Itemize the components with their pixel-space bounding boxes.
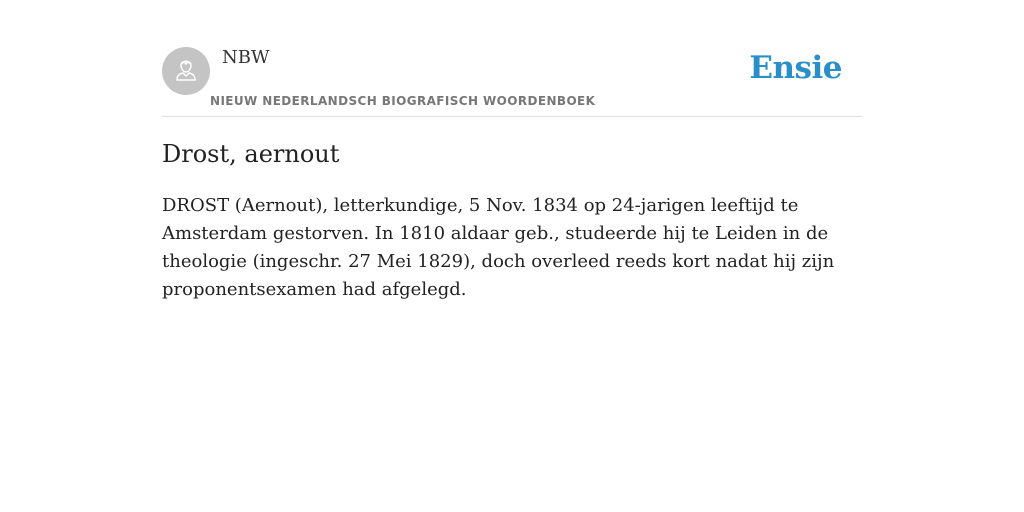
source-subtitle: NIEUW NEDERLANDSCH BIOGRAFISCH WOORDENBOEK	[210, 94, 596, 108]
avatar[interactable]	[162, 47, 210, 95]
ensie-logo[interactable]: Ensie	[749, 50, 842, 86]
source-name[interactable]: NBW	[222, 47, 270, 68]
user-icon	[171, 54, 201, 88]
article-body: DROST (Aernout), letterkundige, 5 Nov. 1834 op 24-jarigen leeftijd te Amsterdam gestorven. In 1810 aldaar geb., studeerde hij te Leiden in de theologie (ingeschr. 27 Mei 1829), doch overleed reeds kort nadat hij zijn proponentsexamen had afgelegd.	[162, 195, 835, 300]
page-container	[162, 0, 862, 300]
page-title: Drost, aernout	[162, 140, 340, 168]
source-header	[162, 0, 862, 117]
